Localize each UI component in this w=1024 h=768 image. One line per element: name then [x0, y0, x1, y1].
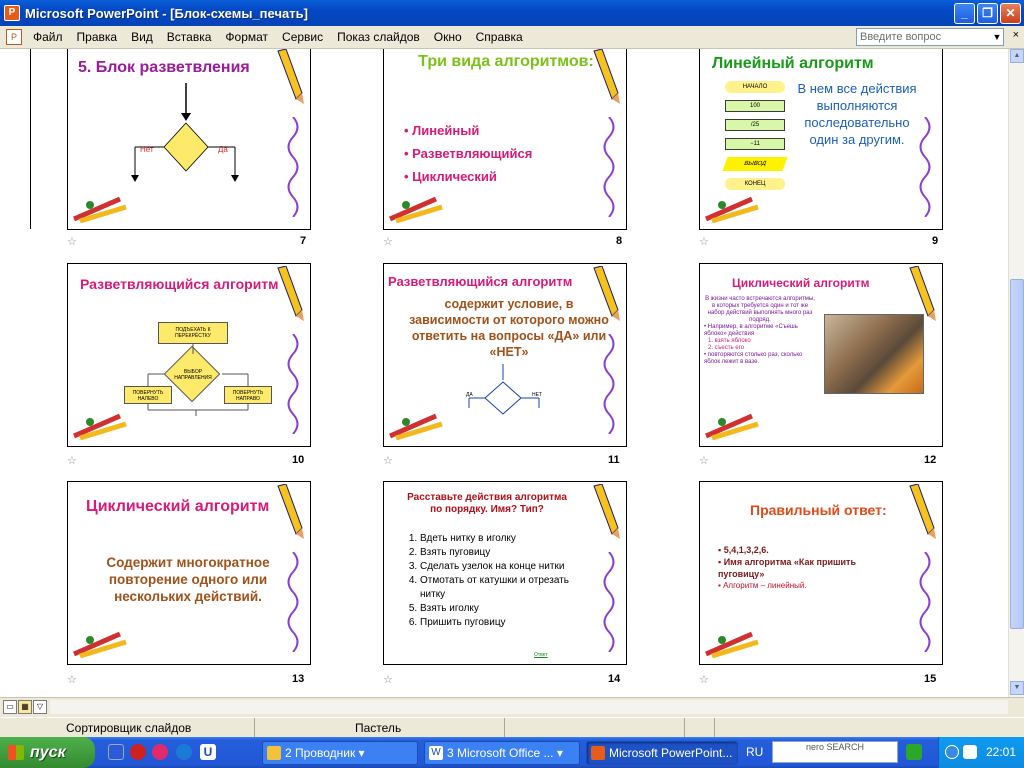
slide-number: 9 [932, 235, 939, 247]
start-label: пуск [30, 744, 66, 761]
slide-number: 11 [608, 454, 620, 466]
window-title: Microsoft PowerPoint - [Блок-схемы_печать] [25, 5, 308, 21]
slide-9[interactable] [699, 49, 943, 230]
scroll-thumb[interactable] [1010, 279, 1024, 629]
powerpoint-icon [591, 746, 605, 760]
flow-box: ПОДЪЕХАТЬ К ПЕРЕКРЁСТКУ [158, 322, 228, 344]
list-item: 3. Сделать узелок на конце нитки [420, 560, 596, 574]
slide-text: содержит условие, в зависимости от которого можно ответить на вопросы «ДА» или «НЕТ» [409, 297, 609, 359]
squiggle-decoration [284, 334, 302, 434]
pencils-icon [702, 628, 766, 658]
title-bar [0, 0, 1024, 26]
scroll-divider [30, 49, 31, 229]
slide-number: 7 [300, 235, 307, 247]
status-bar [0, 717, 1024, 737]
slide-title: 5. Блок разветвления [78, 59, 250, 76]
slide-sorter-view-icon[interactable]: ▦ [18, 700, 32, 714]
slide-number: 14 [608, 673, 621, 685]
pencils-icon [702, 410, 766, 440]
slide-title: Линейный алгоритм [712, 55, 874, 72]
linear-flowchart [725, 81, 785, 190]
slide-title: Три вида алгоритмов: [418, 53, 594, 70]
flow-diamond-label: ВЫБОР НАПРАВЛЕНИЯ [174, 369, 212, 381]
task-label: 3 Microsoft Office ... [447, 746, 554, 760]
list-item: 4. Отмотать от катушки и отрезать нитку [420, 574, 596, 602]
menu-tools[interactable]: Сервис [282, 30, 324, 44]
pencil-icon [590, 49, 622, 105]
flow-box: ПОВЕРНУТЬ НАЛЕВО [124, 386, 172, 404]
flow-end: КОНЕЦ [725, 178, 785, 190]
transition-star-icon[interactable]: ☆ [67, 674, 77, 686]
status-empty-1 [505, 718, 685, 737]
menu-view[interactable]: Вид [131, 30, 153, 44]
slide-14[interactable] [383, 481, 627, 665]
slide-15[interactable] [699, 481, 943, 665]
branch-diagram [123, 83, 253, 183]
word-icon: W [429, 746, 443, 760]
squiggle-decoration [600, 334, 618, 434]
document-icon[interactable]: P [6, 29, 22, 45]
pencils-icon [386, 410, 450, 440]
task-explorer[interactable]: 2 Проводник ▾ [262, 741, 418, 765]
transition-star-icon[interactable]: ☆ [699, 674, 709, 686]
flow-start: НАЧАЛО [725, 81, 785, 93]
status-empty-2 [685, 718, 715, 737]
pencils-icon [702, 193, 766, 223]
pencil-icon [274, 266, 306, 322]
slide-11[interactable] [383, 263, 627, 447]
horizontal-scrollbar[interactable] [50, 700, 1008, 714]
scroll-up-icon[interactable]: ▲ [1010, 49, 1024, 63]
squiggle-decoration [916, 117, 934, 217]
normal-view-icon[interactable]: ▭ [3, 700, 17, 714]
transition-star-icon[interactable]: ☆ [699, 455, 709, 467]
pencils-icon [386, 193, 450, 223]
pencils-icon [70, 410, 134, 440]
windows-flag-icon [8, 745, 24, 760]
slide-number: 15 [924, 673, 937, 685]
list-item: 5. Взять иголку [420, 602, 596, 616]
menu-format[interactable]: Формат [225, 30, 269, 44]
pencil-icon [590, 484, 622, 540]
list-item: • Циклический [404, 169, 497, 184]
pencil-icon [906, 484, 938, 540]
flow-box: /25 [725, 119, 785, 131]
ask-question-input[interactable]: Введите вопрос [856, 28, 1004, 46]
squiggle-decoration [284, 552, 302, 652]
transition-star-icon[interactable]: ☆ [67, 455, 77, 467]
list-item: 1. Вдеть нитку в иголку [420, 532, 596, 546]
chevron-down-icon[interactable]: ▼ [992, 32, 1002, 42]
ie-icon[interactable] [176, 744, 192, 760]
status-view: Сортировщик слайдов [0, 718, 255, 737]
slide-8[interactable] [383, 49, 627, 230]
flow-box: 100 [725, 100, 785, 112]
menu-slideshow[interactable]: Показ слайдов [337, 30, 420, 44]
list-item: 1. взять яблоко [708, 338, 751, 344]
list-item: 2. Взять пуговицу [420, 546, 596, 560]
list-item: ▪ Алгоритм – линейный. [718, 581, 807, 590]
algorithm-types-list [404, 119, 532, 188]
folder-icon [267, 746, 281, 760]
intro-text: В жизни часто встречаются алгоритмы, в которых требуется один и тот же набор действий выполнять много раз подряд. [705, 296, 815, 323]
task-label: 2 Проводник [285, 746, 356, 760]
list-item: • Линейный [404, 123, 480, 138]
slide-title: Циклический алгоритм [86, 498, 270, 515]
pencils-icon [70, 193, 134, 223]
scroll-down-icon[interactable]: ▼ [1010, 681, 1024, 695]
flow-box: ПОВЕРНУТЬ НАПРАВО [224, 386, 272, 404]
squiggle-decoration [600, 552, 618, 652]
pencils-icon [70, 628, 134, 658]
slide-number: 10 [292, 454, 305, 466]
tray-arrow-icon[interactable] [945, 745, 959, 759]
transition-star-icon[interactable]: ☆ [67, 236, 77, 248]
squiggle-decoration [600, 117, 618, 217]
slide-sorter-pane [0, 49, 1008, 697]
slide-number: 12 [924, 454, 937, 466]
maximize-button[interactable]: ❐ [977, 3, 998, 24]
list-item: ▪ 5,4,1,3,2,6. [718, 545, 769, 555]
list-item: 6. Пришить пуговицу [420, 616, 596, 630]
flow-box: −11 [725, 138, 785, 150]
slide-text: В нем все действия выполняются последовательно один за другим. [797, 81, 917, 147]
slide-title: Расставьте действия алгоритма по порядку. Имя? Тип? [407, 492, 567, 515]
doc-close-icon[interactable]: × [1012, 29, 1019, 41]
slide-title: Разветвляющийся алгоритм [388, 274, 573, 289]
slide-text: Содержит многократное повторение одного или нескольких действий. [106, 555, 270, 604]
slide-13[interactable] [67, 481, 311, 665]
language-indicator[interactable]: RU [746, 745, 764, 759]
slideshow-view-icon[interactable]: ▽ [33, 700, 47, 714]
yes-label: Да [218, 145, 228, 154]
menu-insert[interactable]: Вставка [166, 30, 212, 44]
slide-title: Правильный ответ: [750, 502, 887, 518]
slide-7[interactable] [67, 49, 311, 230]
app-u-icon[interactable]: U [200, 744, 216, 760]
task-office[interactable]: W 3 Microsoft Office ... ▾ [424, 741, 580, 765]
close-button[interactable]: ✕ [1000, 3, 1021, 24]
go-arrow-icon[interactable] [906, 744, 922, 760]
start-button[interactable] [0, 737, 95, 768]
clock[interactable]: 22:01 [985, 745, 1016, 759]
opera-icon[interactable] [130, 744, 146, 760]
slide-text [704, 296, 816, 366]
nero-search-box[interactable]: nero SEARCH [772, 741, 898, 763]
slide-10[interactable] [67, 263, 311, 447]
slide-12[interactable] [699, 263, 943, 447]
menu-file[interactable]: Файл [33, 30, 63, 44]
slide-title: Циклический алгоритм [732, 276, 870, 290]
task-label: Microsoft PowerPoint... [609, 746, 733, 760]
transition-star-icon[interactable]: ☆ [383, 236, 393, 248]
pencil-icon [906, 266, 938, 322]
steps-list [406, 532, 596, 630]
answer-link[interactable]: Ответ [534, 652, 548, 658]
transition-star-icon[interactable]: ☆ [383, 674, 393, 686]
media-icon[interactable] [152, 744, 168, 760]
menu-window[interactable]: Окно [433, 30, 462, 44]
pencil-icon [274, 484, 306, 540]
flow-output: ВЫВОД [722, 157, 787, 171]
list-item: • Разветвляющийся [404, 146, 533, 161]
taskbar [0, 737, 1024, 768]
menu-help[interactable]: Справка [475, 30, 523, 44]
outlook-icon[interactable] [108, 744, 124, 760]
answer-list [718, 544, 898, 592]
slide-title: Разветвляющийся алгоритм [80, 276, 279, 292]
pencil-icon [274, 49, 306, 105]
list-item: 2. съесть его [708, 345, 745, 351]
list-item: ▪ Имя алгоритма «Как пришить пуговицу» [718, 557, 856, 579]
slide-number: 13 [292, 673, 305, 685]
no-label: Нет [140, 145, 154, 154]
tray-app-icon[interactable] [963, 745, 977, 759]
list-item: • Например, в алгоритме «Съешь яблоко» действия [704, 324, 798, 337]
squiggle-decoration [284, 117, 302, 217]
transition-star-icon[interactable]: ☆ [383, 455, 393, 467]
slide-number: 8 [616, 235, 623, 247]
status-design: Пастель [255, 718, 505, 737]
transition-star-icon[interactable]: ☆ [699, 236, 709, 248]
task-powerpoint[interactable] [586, 741, 738, 765]
no-label: НЕТ [532, 392, 542, 398]
branch-diagram [459, 364, 559, 424]
child-with-apples-photo [824, 314, 924, 394]
minimize-button[interactable]: _ [954, 3, 975, 24]
squiggle-decoration [916, 552, 934, 652]
yes-label: ДА [466, 392, 473, 398]
vertical-scrollbar[interactable] [1008, 49, 1024, 697]
list-item: • повторяются столько раз, сколько яблок лежит в вазе. [704, 352, 803, 365]
menu-edit[interactable]: Правка [76, 30, 118, 44]
system-tray [938, 737, 1024, 768]
pencil-icon [590, 266, 622, 322]
powerpoint-app-icon[interactable]: P [4, 5, 20, 21]
